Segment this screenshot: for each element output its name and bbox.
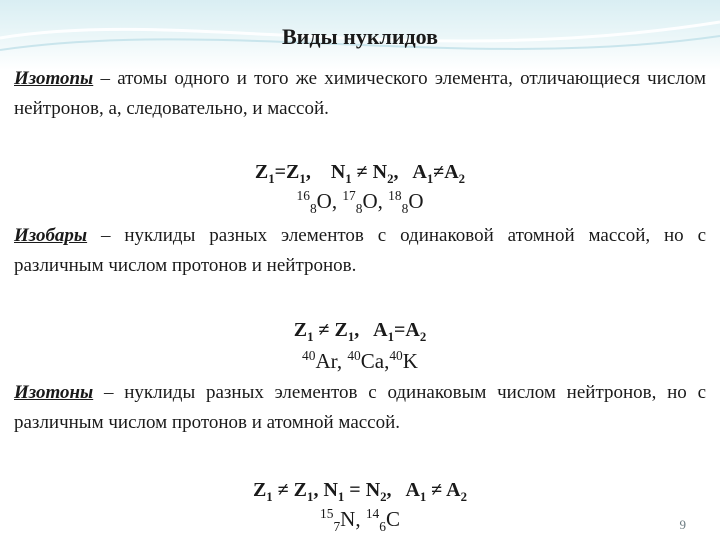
nuclide-example: $^{15}_7$N xyxy=(320,506,356,535)
isobars-definition xyxy=(14,221,706,281)
isotopes-text: – атомы одного и того же химического элемента, отличающиеся числом нейтронов, а, следовательно, и массой. xyxy=(14,68,706,119)
slide-title: Виды нуклидов xyxy=(282,24,438,49)
nuclide-example: $^{40}$K xyxy=(389,348,418,373)
isotones-term: Изотоны xyxy=(14,382,94,403)
isotones-formula: $Z_1 \ne Z_1$, $N_1 = N_2$, $A_1 \ne A_2$ xyxy=(252,479,468,504)
isotopes-definition xyxy=(14,64,706,124)
isotopes-term: Изотопы xyxy=(14,68,94,89)
nuclide-example: $^{40}$Ca xyxy=(347,348,385,373)
nuclide-example: $^{18}_8$O xyxy=(388,188,424,217)
isobars-examples: $^{40}$Ar, $^{40}$Ca,$^{40}$K xyxy=(302,348,418,373)
isobars-term: Изобары xyxy=(14,225,88,246)
nuclide-example: $^{14}_6$C xyxy=(365,506,400,535)
isotones-text: – нуклиды разных элементов с одинаковым числом нейтронов, но с различным числом протонов и атомной массой. xyxy=(14,382,706,433)
nuclide-example: $^{17}_8$O xyxy=(342,188,378,217)
nuclide-example: $^{40}$Ar xyxy=(302,348,337,373)
isobars-formula: $Z_1 \ne Z_1$, $A_1=A_2$ xyxy=(293,319,427,344)
isotones-definition xyxy=(14,378,706,438)
isotones-examples: $^{15}_7$N, $^{14}_6$C xyxy=(320,506,400,535)
isotopes-formula: $Z_1=Z_1$, $N_1 \ne N_2$, $A_1\ne A_2$ xyxy=(254,161,466,186)
isobars-text: – нуклиды разных элементов с одинаковой атомной массой, но с различным числом протонов и нейтронов. xyxy=(14,225,706,276)
page-number: 9 xyxy=(679,517,686,532)
nuclide-example: $^{16}_8$O xyxy=(296,188,332,217)
isotopes-examples: $^{16}_8$O, $^{17}_8$O, $^{18}_8$O xyxy=(296,188,424,217)
